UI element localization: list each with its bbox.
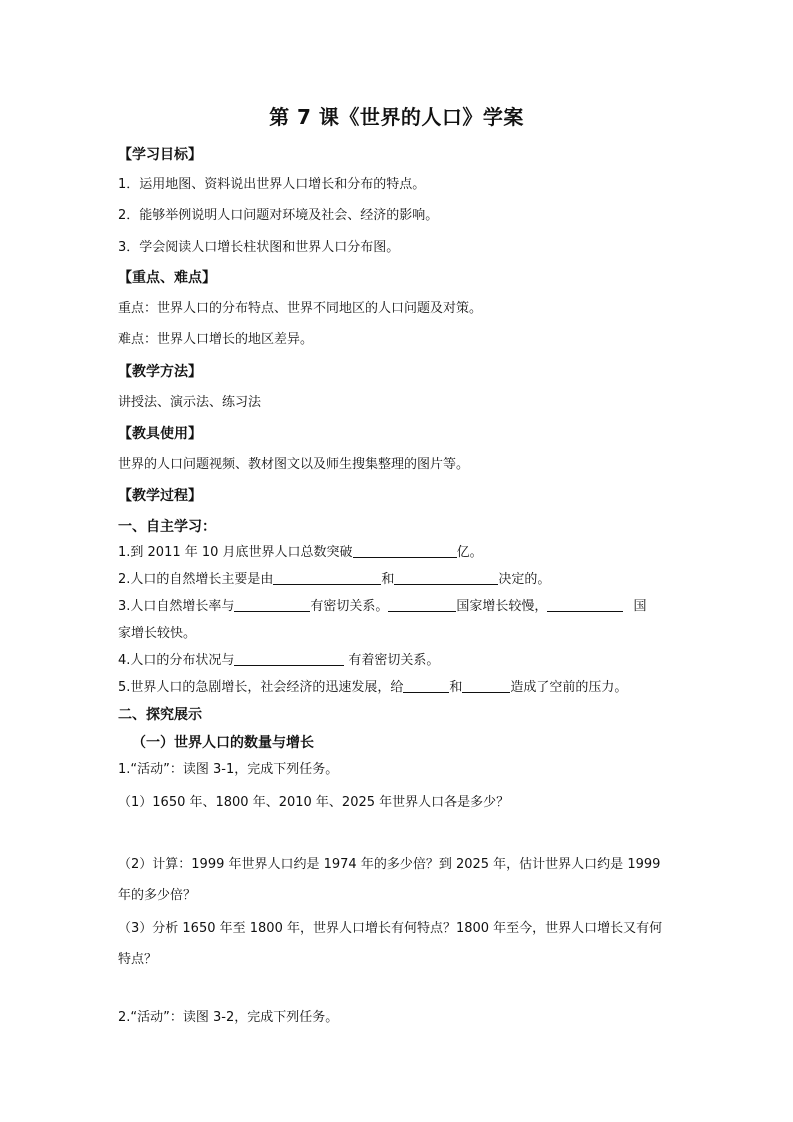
tools-heading: 【教具使用】 [118, 426, 202, 442]
q3-text-a: 3.人口自然增长率与 [118, 599, 235, 614]
question-1 [118, 543, 483, 563]
answer-blank[interactable] [234, 597, 310, 612]
subsection-heading: （一）世界人口的数量与增长 [132, 735, 314, 751]
activity-1: 1.“活动”：读图 3-1，完成下列任务。 [118, 762, 339, 777]
answer-blank[interactable] [388, 597, 456, 612]
answer-blank[interactable] [273, 570, 381, 585]
difficult-point-text: 难点：世界人口增长的地区差异。 [118, 332, 314, 347]
objective-item: 2．能够举例说明人口问题对环境及社会、经济的影响。 [118, 208, 439, 223]
q3-text-e: 家增长较快。 [118, 626, 197, 641]
answer-blank[interactable] [547, 597, 623, 612]
q5-text-b: 和 [449, 680, 463, 695]
q3-text-b: 有密切关系。 [310, 599, 389, 614]
q1-text-b: 亿。 [456, 545, 483, 560]
q5-text-c: 造成了空前的压力。 [510, 680, 628, 695]
q2-text-c: 决定的。 [498, 572, 551, 587]
q2-text-a: 2.人口的自然增长主要是由 [118, 572, 274, 587]
task-2: （2）计算：1999 年世界人口约是 1974 年的多少倍？到 2025 年，估计世界人口约是 1999 年的多少倍？ [118, 857, 661, 903]
question-2 [118, 570, 550, 590]
tools-text: 世界的人口问题视频、教材图文以及师生搜集整理的图片等。 [118, 457, 470, 472]
answer-blank[interactable] [403, 678, 449, 693]
key-point-text: 重点：世界人口的分布特点、世界不同地区的人口问题及对策。 [118, 301, 483, 316]
answer-blank[interactable] [394, 570, 498, 585]
key-points-heading: 【重点、难点】 [118, 270, 216, 286]
task-3: （3）分析 1650 年至 1800 年，世界人口增长有何特点？1800 年至今，世界人口增长又有何特点？ [118, 921, 663, 967]
question-4 [118, 651, 439, 671]
answer-blank[interactable] [353, 543, 457, 558]
explore-heading: 二、探究展示 [118, 707, 202, 723]
self-study-heading: 一、自主学习： [118, 519, 216, 535]
q4-text-b: 有着密切关系。 [348, 653, 440, 668]
page-title: 第 7 课《世界的人口》学案 [269, 105, 524, 129]
methods-text: 讲授法、演示法、练习法 [118, 395, 262, 410]
question-3 [118, 597, 646, 617]
question-5 [118, 678, 627, 698]
q3-text-d: 国 [633, 599, 647, 614]
answer-blank[interactable] [462, 678, 510, 693]
objective-item: 1．运用地图、资料说出世界人口增长和分布的特点。 [118, 177, 426, 192]
activity-2: 2.“活动”：读图 3-2，完成下列任务。 [118, 1010, 339, 1025]
objectives-heading: 【学习目标】 [118, 147, 202, 163]
answer-blank[interactable] [234, 651, 344, 666]
task-1: （1）1650 年、1800 年、2010 年、2025 年世界人口各是多少？ [118, 795, 510, 810]
q1-text-a: 1.到 2011 年 10 月底世界人口总数突破 [118, 545, 353, 560]
methods-heading: 【教学方法】 [118, 364, 202, 380]
q4-text-a: 4.人口的分布状况与 [118, 653, 235, 668]
q3-text-c: 国家增长较慢， [456, 599, 548, 614]
q5-text-a: 5.世界人口的急剧增长，社会经济的迅速发展，给 [118, 680, 404, 695]
q2-text-b: 和 [381, 572, 395, 587]
objective-item: 3．学会阅读人口增长柱状图和世界人口分布图。 [118, 240, 400, 255]
process-heading: 【教学过程】 [118, 488, 202, 504]
